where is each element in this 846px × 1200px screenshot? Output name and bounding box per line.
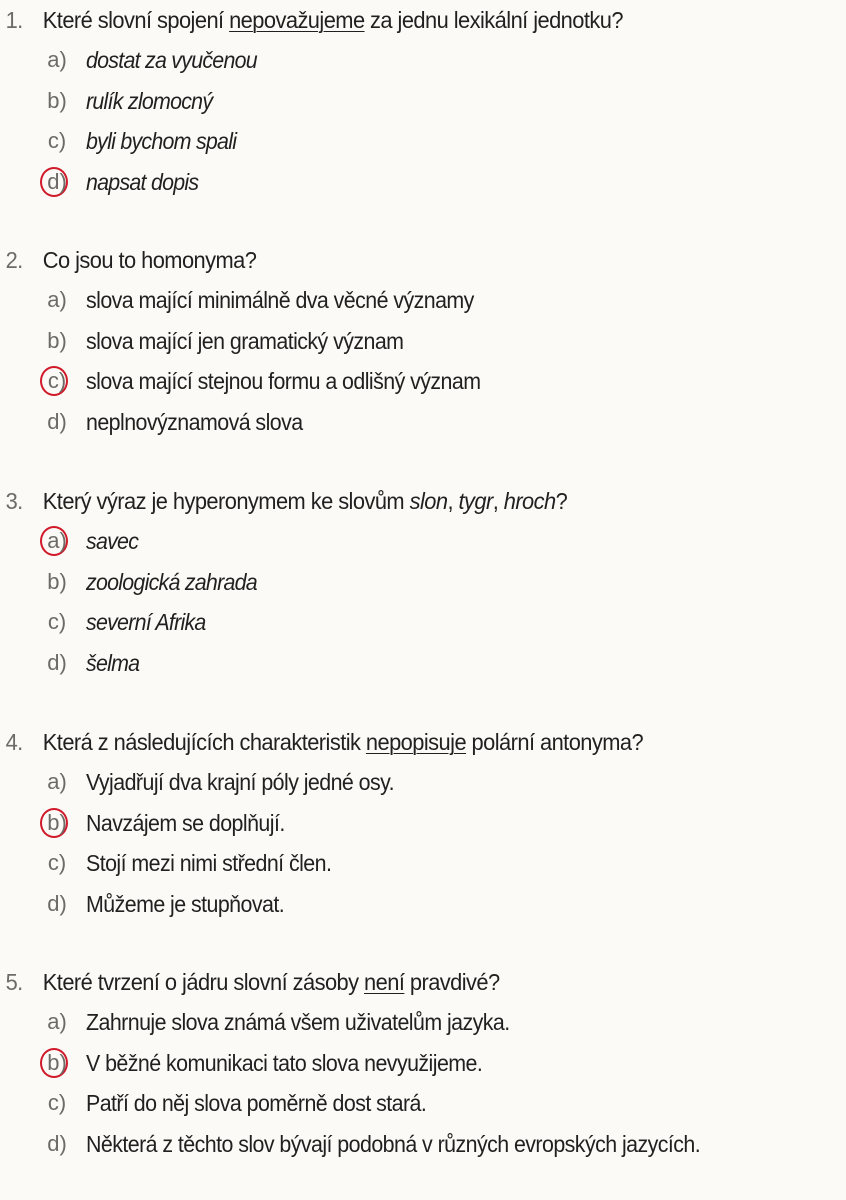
option-letter: b) xyxy=(47,327,67,353)
underlined-keyword: nepovažujeme xyxy=(229,7,365,33)
answer-option[interactable] xyxy=(0,361,846,402)
answer-option[interactable] xyxy=(0,762,846,803)
question-line xyxy=(0,962,787,1002)
option-text: Patří do něj slova poměrně dost stará. xyxy=(86,1090,427,1116)
answer-option[interactable] xyxy=(0,1083,846,1124)
option-letter: a) xyxy=(47,47,67,72)
answer-option[interactable] xyxy=(0,162,846,203)
option-text: slova mající stejnou formu a odlišný význam xyxy=(86,368,481,394)
question-line xyxy=(0,722,787,762)
question-text xyxy=(43,0,623,40)
question-text-part: Která z následujících charakteristik xyxy=(42,729,366,755)
question-3 xyxy=(0,481,846,683)
option-text: Vyjadřují dva krajní póly jedné osy. xyxy=(86,769,395,795)
option-text: slova mající jen gramatický význam xyxy=(86,327,404,354)
option-letter: c) xyxy=(47,1090,67,1115)
option-letter: b) xyxy=(47,87,67,113)
italic-word: tygr xyxy=(458,488,493,514)
question-line xyxy=(0,240,787,280)
option-text: Stojí mezi nimi střední člen. xyxy=(86,850,332,876)
option-text: Navzájem se doplňují. xyxy=(86,809,285,836)
option-letter: c) xyxy=(47,609,67,634)
italic-word: hroch xyxy=(503,488,556,514)
option-letter: a) xyxy=(47,1009,67,1034)
option-text: napsat dopis xyxy=(86,168,199,195)
question-text xyxy=(43,240,257,280)
option-letter: a) xyxy=(47,528,67,553)
question-number: 1. xyxy=(5,7,23,33)
answer-option[interactable] xyxy=(0,1124,846,1165)
option-letter: d) xyxy=(47,649,67,675)
underlined-keyword: není xyxy=(364,969,405,995)
question-text-part: Který výraz je hyperonymem ke slovům xyxy=(42,488,410,514)
question-1 xyxy=(0,0,846,202)
question-text-part: Které tvrzení o jádru slovní zásoby xyxy=(42,969,365,995)
answer-option[interactable] xyxy=(0,1043,846,1084)
answer-option[interactable] xyxy=(0,321,846,362)
option-letter: d) xyxy=(47,408,67,434)
italic-word: slon xyxy=(409,488,448,514)
option-text: severní Afrika xyxy=(86,609,206,635)
option-text: savec xyxy=(86,528,139,554)
option-letter: c) xyxy=(47,128,67,153)
option-text: Některá z těchto slov bývají podobná v různých evropských jazycích. xyxy=(86,1130,701,1157)
answer-option[interactable] xyxy=(0,803,846,844)
option-letter: b) xyxy=(47,1049,67,1075)
option-text: zoologická zahrada xyxy=(86,568,257,595)
answer-option[interactable] xyxy=(0,40,846,81)
question-line xyxy=(0,0,787,40)
option-letter: d) xyxy=(47,1130,67,1156)
question-text-part: , xyxy=(447,488,459,514)
option-text: V běžné komunikaci tato slova nevyužijeme. xyxy=(86,1049,483,1076)
answer-option[interactable] xyxy=(0,643,846,684)
question-2 xyxy=(0,240,846,442)
question-text-part: za jednu lexikální jednotku? xyxy=(364,7,623,33)
answer-option[interactable] xyxy=(0,121,846,162)
question-number: 4. xyxy=(5,729,23,755)
answer-option[interactable] xyxy=(0,402,846,443)
question-text-part: Které slovní spojení xyxy=(42,7,230,33)
answer-option[interactable] xyxy=(0,81,846,122)
option-text: dostat za vyučenou xyxy=(86,47,257,73)
question-text xyxy=(43,962,500,1002)
question-number: 2. xyxy=(5,247,23,273)
option-letter: d) xyxy=(47,890,67,916)
question-text-part: pravdivé? xyxy=(404,969,500,995)
question-text-part: , xyxy=(492,488,504,514)
question-text-part: Co jsou to homonyma? xyxy=(42,247,257,273)
option-text: rulík zlomocný xyxy=(86,87,213,114)
option-letter: c) xyxy=(47,850,67,875)
answer-option[interactable] xyxy=(0,843,846,884)
option-text: Můžeme je stupňovat. xyxy=(86,890,285,917)
option-letter: a) xyxy=(47,287,67,312)
option-text: byli bychom spali xyxy=(86,128,237,154)
answer-option[interactable] xyxy=(0,280,846,321)
answer-option[interactable] xyxy=(0,1002,846,1043)
option-letter: d) xyxy=(47,168,67,194)
option-letter: b) xyxy=(47,568,67,594)
option-letter: c) xyxy=(47,368,67,393)
question-text xyxy=(43,722,643,762)
answer-option[interactable] xyxy=(0,602,846,643)
answer-option[interactable] xyxy=(0,562,846,603)
option-text: neplnovýznamová slova xyxy=(86,408,303,435)
option-letter: a) xyxy=(47,769,67,794)
question-number: 5. xyxy=(5,969,23,995)
question-text xyxy=(43,481,567,521)
option-letter: b) xyxy=(47,809,67,835)
question-number: 3. xyxy=(5,488,23,514)
answer-option[interactable] xyxy=(0,884,846,925)
option-text: Zahrnuje slova známá všem uživatelům jazyka. xyxy=(86,1009,510,1035)
question-5 xyxy=(0,962,846,1164)
question-text-part: polární antonyma? xyxy=(466,729,644,755)
underlined-keyword: nepopisuje xyxy=(365,729,467,755)
question-4 xyxy=(0,722,846,924)
question-line xyxy=(0,481,787,521)
option-text: šelma xyxy=(86,649,140,676)
answer-option[interactable] xyxy=(0,521,846,562)
option-text: slova mající minimálně dva věcné významy xyxy=(86,287,474,313)
question-text-part: ? xyxy=(555,488,568,514)
